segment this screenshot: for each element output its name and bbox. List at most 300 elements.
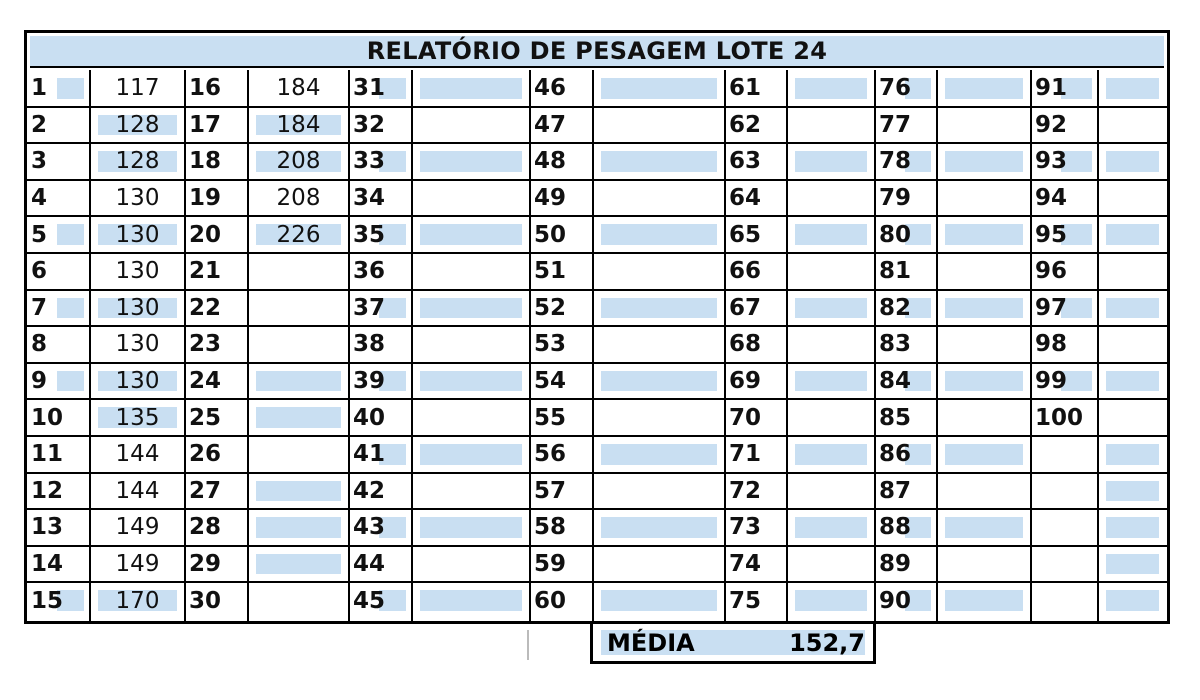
cell-highlight: [256, 517, 341, 538]
weight-cell[interactable]: [937, 253, 1031, 290]
weight-cell[interactable]: [1098, 363, 1167, 400]
lot-number: 5: [31, 221, 48, 248]
lot-number: 100: [1035, 404, 1084, 431]
lot-number: 97: [1035, 294, 1068, 321]
lot-number: 57: [534, 477, 567, 504]
lot-number: 20: [189, 221, 222, 248]
column-divider: [411, 70, 413, 621]
lot-number-cell: [349, 107, 412, 144]
lot-number-cell: [185, 326, 248, 363]
weight-cell[interactable]: [937, 582, 1031, 619]
weight-cell[interactable]: [248, 363, 349, 400]
lot-number-cell: [27, 399, 90, 436]
lot-number: 99: [1035, 368, 1068, 395]
column-divider: [1030, 70, 1032, 621]
weight-value: 130: [115, 185, 160, 212]
cell-highlight: [795, 151, 867, 172]
weight-cell[interactable]: [593, 582, 725, 619]
weight-cell[interactable]: [1098, 70, 1167, 107]
weight-value: 144: [115, 477, 160, 504]
cell-highlight: [795, 444, 867, 465]
lot-number: 66: [729, 258, 762, 285]
weight-cell[interactable]: [787, 290, 875, 327]
weight-cell[interactable]: [90, 436, 185, 473]
weight-cell[interactable]: [937, 290, 1031, 327]
lot-number-cell: [27, 326, 90, 363]
lot-number-cell: [349, 436, 412, 473]
lot-number-cell: [27, 582, 90, 619]
weight-cell[interactable]: [937, 326, 1031, 363]
weight-value: 128: [115, 111, 160, 138]
weight-cell[interactable]: [787, 546, 875, 583]
cell-highlight: [945, 151, 1023, 172]
lot-number-cell: [875, 546, 937, 583]
column-divider: [184, 70, 186, 621]
cell-highlight: [1106, 298, 1159, 319]
lot-number: 58: [534, 514, 567, 541]
weight-cell[interactable]: [1098, 216, 1167, 253]
lot-number: 60: [534, 587, 567, 614]
lot-number: 88: [879, 514, 912, 541]
lot-number-cell: [185, 70, 248, 107]
lot-number-cell: [1031, 582, 1098, 619]
weight-cell[interactable]: [787, 143, 875, 180]
weight-cell[interactable]: [412, 582, 530, 619]
cell-highlight: [57, 78, 84, 99]
weight-cell[interactable]: [412, 436, 530, 473]
lot-number-cell: [725, 326, 787, 363]
lot-number: 46: [534, 75, 567, 102]
cell-highlight: [601, 224, 717, 245]
weight-cell[interactable]: [90, 216, 185, 253]
lot-number: 4: [31, 185, 48, 212]
weight-value: 130: [115, 331, 160, 358]
lot-number-cell: [530, 399, 593, 436]
weight-cell[interactable]: [937, 473, 1031, 510]
lot-number-cell: [725, 582, 787, 619]
lot-number: 24: [189, 368, 222, 395]
lot-number-cell: [530, 290, 593, 327]
lot-number: 92: [1035, 111, 1068, 138]
average-value: 152,7: [789, 628, 865, 657]
weight-cell[interactable]: [1098, 399, 1167, 436]
weight-cell[interactable]: [787, 473, 875, 510]
lot-number: 93: [1035, 148, 1068, 175]
weight-cell[interactable]: [248, 290, 349, 327]
weight-cell[interactable]: [937, 509, 1031, 546]
column-divider: [786, 70, 788, 621]
lot-number-cell: [185, 509, 248, 546]
weight-value: 144: [115, 441, 160, 468]
weight-cell[interactable]: [937, 143, 1031, 180]
lot-number-cell: [27, 436, 90, 473]
weight-cell[interactable]: [412, 473, 530, 510]
lot-number: 91: [1035, 75, 1068, 102]
lot-number-cell: [875, 509, 937, 546]
weight-cell[interactable]: [412, 326, 530, 363]
cell-highlight: [1106, 371, 1159, 392]
cell-highlight: [945, 590, 1023, 611]
lot-number-cell: [349, 180, 412, 217]
weight-cell[interactable]: [248, 509, 349, 546]
cell-highlight: [256, 554, 341, 575]
weight-cell[interactable]: [248, 436, 349, 473]
lot-number: 85: [879, 404, 912, 431]
cell-highlight: [795, 371, 867, 392]
weight-cell[interactable]: [593, 107, 725, 144]
lot-number: 56: [534, 441, 567, 468]
weight-cell[interactable]: [937, 70, 1031, 107]
weight-cell[interactable]: [412, 509, 530, 546]
weight-cell[interactable]: [787, 107, 875, 144]
cell-highlight: [420, 517, 522, 538]
lot-number: 67: [729, 294, 762, 321]
weight-cell[interactable]: [787, 70, 875, 107]
lot-number: 51: [534, 258, 567, 285]
lot-number: 53: [534, 331, 567, 358]
weight-cell[interactable]: [248, 253, 349, 290]
cell-highlight: [420, 444, 522, 465]
average-box: [590, 624, 876, 664]
lot-number: 12: [31, 477, 64, 504]
lot-number: 21: [189, 258, 222, 285]
weight-value: 226: [276, 221, 321, 248]
weight-cell[interactable]: [787, 399, 875, 436]
lot-number: 96: [1035, 258, 1068, 285]
weight-cell[interactable]: [90, 107, 185, 144]
cell-highlight: [1106, 444, 1159, 465]
lot-number-cell: [725, 216, 787, 253]
lot-number: 17: [189, 111, 222, 138]
lot-number: 82: [879, 294, 912, 321]
weight-cell[interactable]: [593, 473, 725, 510]
lot-number: 41: [353, 441, 386, 468]
lot-number-cell: [1031, 180, 1098, 217]
weight-cell[interactable]: [90, 473, 185, 510]
lot-number: 71: [729, 441, 762, 468]
lot-number-cell: [27, 216, 90, 253]
lot-number: 62: [729, 111, 762, 138]
cell-highlight: [945, 371, 1023, 392]
lot-number-cell: [725, 290, 787, 327]
lot-number-cell: [27, 107, 90, 144]
lot-number: 1: [31, 75, 48, 102]
weight-cell[interactable]: [937, 107, 1031, 144]
lot-number-cell: [185, 363, 248, 400]
weight-cell[interactable]: [937, 436, 1031, 473]
weight-cell[interactable]: [90, 180, 185, 217]
cell-highlight: [795, 78, 867, 99]
weight-cell[interactable]: [412, 216, 530, 253]
cell-highlight: [1106, 590, 1159, 611]
lot-number: 8: [31, 331, 48, 358]
weight-cell[interactable]: [593, 290, 725, 327]
weight-cell[interactable]: [787, 582, 875, 619]
weight-cell[interactable]: [787, 326, 875, 363]
lot-number: 47: [534, 111, 567, 138]
weight-cell[interactable]: [593, 216, 725, 253]
cell-highlight: [420, 371, 522, 392]
weight-cell[interactable]: [1098, 107, 1167, 144]
lot-number-cell: [349, 216, 412, 253]
cell-highlight: [57, 224, 84, 245]
lot-number: 9: [31, 368, 48, 395]
lot-number: 15: [31, 587, 64, 614]
cell-highlight: [601, 298, 717, 319]
lot-number-cell: [1031, 216, 1098, 253]
cell-highlight: [945, 78, 1023, 99]
cell-highlight: [1106, 554, 1159, 575]
weight-cell[interactable]: [937, 216, 1031, 253]
weight-cell[interactable]: [1098, 546, 1167, 583]
weight-cell[interactable]: [412, 546, 530, 583]
lot-number: 30: [189, 587, 222, 614]
weight-cell[interactable]: [593, 143, 725, 180]
lot-number: 54: [534, 368, 567, 395]
weight-cell[interactable]: [90, 399, 185, 436]
weight-cell[interactable]: [937, 399, 1031, 436]
lot-number-cell: [725, 363, 787, 400]
lot-number-cell: [1031, 436, 1098, 473]
lot-number-cell: [1031, 143, 1098, 180]
lot-number-cell: [349, 363, 412, 400]
weight-cell[interactable]: [90, 143, 185, 180]
weight-cell[interactable]: [593, 326, 725, 363]
lot-number: 49: [534, 185, 567, 212]
lot-number-cell: [27, 546, 90, 583]
weight-cell[interactable]: [787, 436, 875, 473]
weight-cell[interactable]: [248, 107, 349, 144]
lot-number-cell: [349, 546, 412, 583]
weight-cell[interactable]: [593, 509, 725, 546]
lot-number-cell: [530, 582, 593, 619]
weight-cell[interactable]: [1098, 582, 1167, 619]
lot-number-cell: [875, 70, 937, 107]
lot-number: 22: [189, 294, 222, 321]
lot-number: 29: [189, 551, 222, 578]
lot-number-cell: [530, 70, 593, 107]
lot-number-cell: [875, 216, 937, 253]
weight-cell[interactable]: [412, 107, 530, 144]
weight-cell[interactable]: [412, 70, 530, 107]
weight-cell[interactable]: [90, 546, 185, 583]
lot-number-cell: [725, 473, 787, 510]
weight-cell[interactable]: [90, 70, 185, 107]
lot-number-cell: [27, 143, 90, 180]
weight-cell[interactable]: [248, 546, 349, 583]
weight-cell[interactable]: [412, 143, 530, 180]
weight-value: 128: [115, 148, 160, 175]
lot-number: 31: [353, 75, 386, 102]
lot-number: 44: [353, 551, 386, 578]
weight-cell[interactable]: [90, 326, 185, 363]
weight-cell[interactable]: [1098, 509, 1167, 546]
lot-number-cell: [185, 290, 248, 327]
weight-cell[interactable]: [248, 473, 349, 510]
weight-cell[interactable]: [412, 399, 530, 436]
lot-number-cell: [185, 253, 248, 290]
lot-number-cell: [530, 473, 593, 510]
lot-number-cell: [349, 582, 412, 619]
lot-number: 3: [31, 148, 48, 175]
column-divider: [724, 70, 726, 621]
weight-cell[interactable]: [248, 180, 349, 217]
weighing-report-sheet: [24, 30, 1170, 624]
lot-number-cell: [725, 143, 787, 180]
weight-cell[interactable]: [1098, 253, 1167, 290]
weight-value: 149: [115, 514, 160, 541]
weight-cell[interactable]: [593, 546, 725, 583]
cell-highlight: [795, 298, 867, 319]
lot-number: 23: [189, 331, 222, 358]
weight-cell[interactable]: [90, 363, 185, 400]
weight-cell[interactable]: [412, 253, 530, 290]
weight-cell[interactable]: [90, 290, 185, 327]
lot-number: 14: [31, 551, 64, 578]
report-title: RELATÓRIO DE PESAGEM LOTE 24: [30, 36, 1164, 68]
weight-cell[interactable]: [1098, 290, 1167, 327]
lot-number: 35: [353, 221, 386, 248]
weight-cell[interactable]: [248, 399, 349, 436]
weight-cell[interactable]: [593, 363, 725, 400]
weight-cell[interactable]: [593, 399, 725, 436]
weight-cell[interactable]: [1098, 436, 1167, 473]
weight-cell[interactable]: [248, 70, 349, 107]
lot-number-cell: [349, 143, 412, 180]
weight-cell[interactable]: [787, 509, 875, 546]
cell-highlight: [601, 517, 717, 538]
lot-number-cell: [875, 363, 937, 400]
lot-number: 87: [879, 477, 912, 504]
lot-number-cell: [349, 70, 412, 107]
weight-cell[interactable]: [248, 326, 349, 363]
cell-highlight: [1106, 517, 1159, 538]
lot-number-cell: [349, 326, 412, 363]
weight-cell[interactable]: [412, 290, 530, 327]
weight-cell[interactable]: [412, 363, 530, 400]
lot-number-cell: [725, 436, 787, 473]
weight-cell[interactable]: [1098, 143, 1167, 180]
lot-number: 90: [879, 587, 912, 614]
lot-number: 61: [729, 75, 762, 102]
lot-number: 70: [729, 404, 762, 431]
weight-cell[interactable]: [1098, 473, 1167, 510]
lot-number-cell: [530, 363, 593, 400]
lot-number-cell: [27, 290, 90, 327]
lot-number: 95: [1035, 221, 1068, 248]
cell-highlight: [57, 298, 84, 319]
weight-cell[interactable]: [593, 436, 725, 473]
weight-cell[interactable]: [937, 363, 1031, 400]
lot-number-cell: [530, 436, 593, 473]
lot-number-cell: [1031, 509, 1098, 546]
lot-number-cell: [349, 253, 412, 290]
lot-number: 10: [31, 404, 64, 431]
cell-highlight: [945, 517, 1023, 538]
lot-number: 13: [31, 514, 64, 541]
lot-number-cell: [185, 143, 248, 180]
lot-number-cell: [725, 180, 787, 217]
lot-number: 72: [729, 477, 762, 504]
weight-cell[interactable]: [937, 546, 1031, 583]
cell-highlight: [420, 78, 522, 99]
lot-number: 39: [353, 368, 386, 395]
weight-cell[interactable]: [787, 253, 875, 290]
weight-value: 170: [115, 587, 160, 614]
weight-cell[interactable]: [90, 582, 185, 619]
lot-number-cell: [530, 509, 593, 546]
weight-cell[interactable]: [787, 216, 875, 253]
cell-highlight: [1106, 224, 1159, 245]
lot-number-cell: [27, 509, 90, 546]
lot-number: 74: [729, 551, 762, 578]
lot-number: 63: [729, 148, 762, 175]
lot-number: 69: [729, 368, 762, 395]
cell-highlight: [256, 481, 341, 502]
lot-number: 78: [879, 148, 912, 175]
weight-value: 130: [115, 368, 160, 395]
weight-cell[interactable]: [248, 216, 349, 253]
lot-number-cell: [1031, 473, 1098, 510]
lot-number: 64: [729, 185, 762, 212]
cell-highlight: [795, 590, 867, 611]
lot-number-cell: [1031, 70, 1098, 107]
weight-cell[interactable]: [787, 363, 875, 400]
lot-number-cell: [725, 546, 787, 583]
column-divider: [348, 70, 350, 621]
weight-cell[interactable]: [593, 70, 725, 107]
lot-number-cell: [185, 473, 248, 510]
weight-cell[interactable]: [1098, 180, 1167, 217]
lot-number: 26: [189, 441, 222, 468]
weight-cell[interactable]: [248, 143, 349, 180]
weight-cell[interactable]: [593, 180, 725, 217]
lot-number: 77: [879, 111, 912, 138]
weight-value: 135: [115, 404, 160, 431]
divider-mark: [527, 630, 529, 660]
lot-number: 52: [534, 294, 567, 321]
lot-number: 84: [879, 368, 912, 395]
lot-number: 6: [31, 258, 48, 285]
lot-number-cell: [875, 253, 937, 290]
lot-number-cell: [1031, 399, 1098, 436]
cell-highlight: [256, 407, 341, 428]
lot-number: 80: [879, 221, 912, 248]
lot-number: 65: [729, 221, 762, 248]
lot-number: 43: [353, 514, 386, 541]
lot-number-cell: [725, 253, 787, 290]
lot-number-cell: [27, 180, 90, 217]
lot-number-cell: [875, 436, 937, 473]
weight-cell[interactable]: [90, 253, 185, 290]
lot-number-cell: [530, 546, 593, 583]
weight-cell[interactable]: [248, 582, 349, 619]
lot-number-cell: [875, 473, 937, 510]
weight-cell[interactable]: [90, 509, 185, 546]
weight-cell[interactable]: [787, 180, 875, 217]
weight-cell[interactable]: [1098, 326, 1167, 363]
lot-number: 55: [534, 404, 567, 431]
lot-number-cell: [875, 143, 937, 180]
weight-value: 130: [115, 294, 160, 321]
lot-number: 34: [353, 185, 386, 212]
weight-cell[interactable]: [937, 180, 1031, 217]
lot-number: 45: [353, 587, 386, 614]
lot-number: 79: [879, 185, 912, 212]
weight-cell[interactable]: [412, 180, 530, 217]
weight-cell[interactable]: [593, 253, 725, 290]
lot-number-cell: [185, 107, 248, 144]
